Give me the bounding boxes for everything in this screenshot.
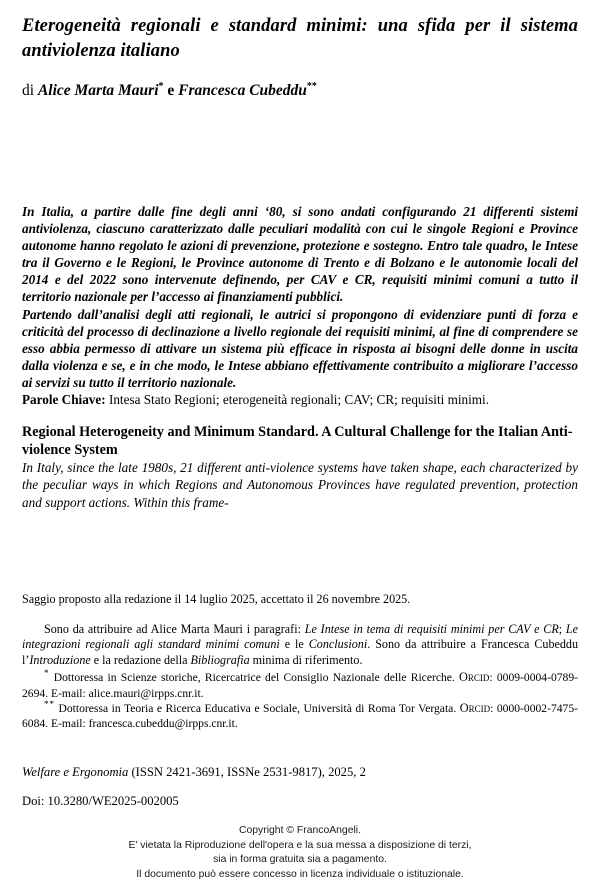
journal-issn: (ISSN 2421-3691, ISSNe 2531-9817), 2025, 2 — [128, 765, 366, 779]
credits-text-6: minima di riferimento. — [249, 652, 363, 667]
copyright-line-3: sia in forma gratuita sia a pagamento. — [213, 854, 387, 866]
submission-dates: Saggio proposto alla redazione il 14 luglio 2025, accettato il 26 novembre 2025. — [22, 592, 411, 606]
byline-conjunction: e — [163, 82, 179, 99]
keywords-line — [22, 391, 578, 408]
abstract-en-heading: Regional Heterogeneity and Minimum Standard. A Cultural Challenge for the Italian Anti-violence System — [22, 424, 573, 458]
journal-title: Welfare e Ergonomia — [22, 765, 129, 779]
article-header — [22, 0, 578, 101]
author-name-1: Alice Marta Mauri — [37, 82, 159, 99]
journal-citation — [22, 764, 578, 780]
credits-italic-3: Conclusioni — [308, 637, 368, 652]
keywords-value: Intesa Stato Regioni; eterogeneità regionali; CAV; CR; requisiti minimi. — [105, 392, 489, 408]
author-2-biography — [22, 701, 578, 732]
byline — [22, 64, 578, 101]
author-2-orcid-email: : 0000-0002-7475-6084. E-mail: francesca.cubeddu@irpps.cnr.it. — [22, 701, 579, 731]
orcid-label-1: Orcid — [459, 670, 490, 685]
credits-italic-1: Le Intese in tema di requisiti minimi per CAV e CR — [304, 621, 559, 636]
footnote-marker-1: * — [44, 668, 50, 679]
credits-text-3: e le — [279, 637, 309, 652]
copyright-line-1: Copyright © FrancoAngeli. — [238, 825, 361, 836]
keywords-label: Parole Chiave: — [22, 392, 106, 408]
footnote-marker-2: ** — [44, 699, 55, 710]
copyright-footer — [0, 824, 600, 882]
credits-text-4: . Sono da attribuire a Francesca Cubeddu l’ — [22, 637, 578, 667]
author-2-footnote-marker: ** — [306, 80, 317, 92]
credits-text-1: Sono da attribuire ad Alice Marta Mauri i paragrafi: — [44, 621, 305, 636]
orcid-label-2: Orcid — [459, 700, 491, 715]
credits-text-5: e la redazione della — [90, 652, 191, 667]
author-2-affiliation: Dottoressa in Teoria e Ricerca Educativa e Sociale, Università di Roma Tor Vergata. — [55, 701, 460, 715]
author-1-orcid-email: : 0009-0004-0789-2694. E-mail: alice.mauri@irpps.cnr.it. — [22, 671, 578, 700]
byline-prefix: di — [22, 82, 38, 99]
abstract-it-paragraph-2: Partendo dall’analisi degli atti regionali, le autrici si propongono di evidenziare punti di forza e criticità del processo di declinazione a livello regionale dei requisiti minimi, al fine di comprendere se esso abbia permesso di attivare un sistema più efficace in risposta ai bisogni delle donne in uscita dalla violenza e se, e in che modo, le Intese abbiano effettivamente contribuito a migliorare l’accesso ai servizi su tutto il territorio nazionale. — [22, 306, 578, 390]
credits-italic-2: Le integrazioni regionali agli standard minimi comuni — [22, 621, 579, 652]
authorship-credits — [22, 608, 578, 669]
abstract-it-paragraph-1: In Italia, a partire dalle fine degli anni ‘80, si sono andati configurando 21 differenti sistemi antiviolenza, ciascuno caratterizzato dalle peculiari modalità con cui le singole Regioni e Province autonome hanno regolato le azioni di prevenzione, protezione e sostegno. Entro tale quadro, le Intese tra il Governo e le Regioni, le Province autonome di Trento e di Bolzano e le autonomie locali del 2014 e del 2022 sono intervenute definendo, per CAV e CR, requisiti minimi comuni a tutto il territorio nazionale per l’accesso ai finanziamenti pubblici. — [22, 204, 578, 305]
author-1-footnote-marker: * — [158, 80, 164, 92]
footnote-section — [22, 592, 578, 732]
page-title: Eterogeneità regionali e standard minimi: una sfida per il sistema antiviolenza italiano — [22, 16, 578, 61]
credits-text-2: ; — [558, 621, 566, 636]
credits-italic-4: Introduzione — [29, 652, 91, 667]
copyright-line-2: E' vietata la Riproduzione dell'opera e la sua messa a disposizione di terzi, — [128, 839, 472, 851]
doi-line: Doi: 10.3280/WE2025-002005 — [22, 794, 179, 808]
abstract-en-text: In Italy, since the late 1980s, 21 different anti-violence systems have taken shape, each characterized by the peculiar ways in which Regions and Autonomous Provinces have regulated prevention, protection and support actions. Within this frame- — [22, 460, 578, 510]
author-1-affiliation: Dottoressa in Scienze storiche, Ricercatrice del Consiglio Nazionale delle Ricerche. — [49, 671, 460, 685]
author-name-2: Francesca Cubeddu — [178, 82, 307, 99]
author-1-biography — [22, 668, 578, 701]
credits-italic-5: Bibliografia — [190, 652, 250, 667]
copyright-line-4: Il documento può essere concesso in licenza individuale o istituzionale. — [136, 868, 464, 880]
abstract-section — [22, 203, 578, 511]
